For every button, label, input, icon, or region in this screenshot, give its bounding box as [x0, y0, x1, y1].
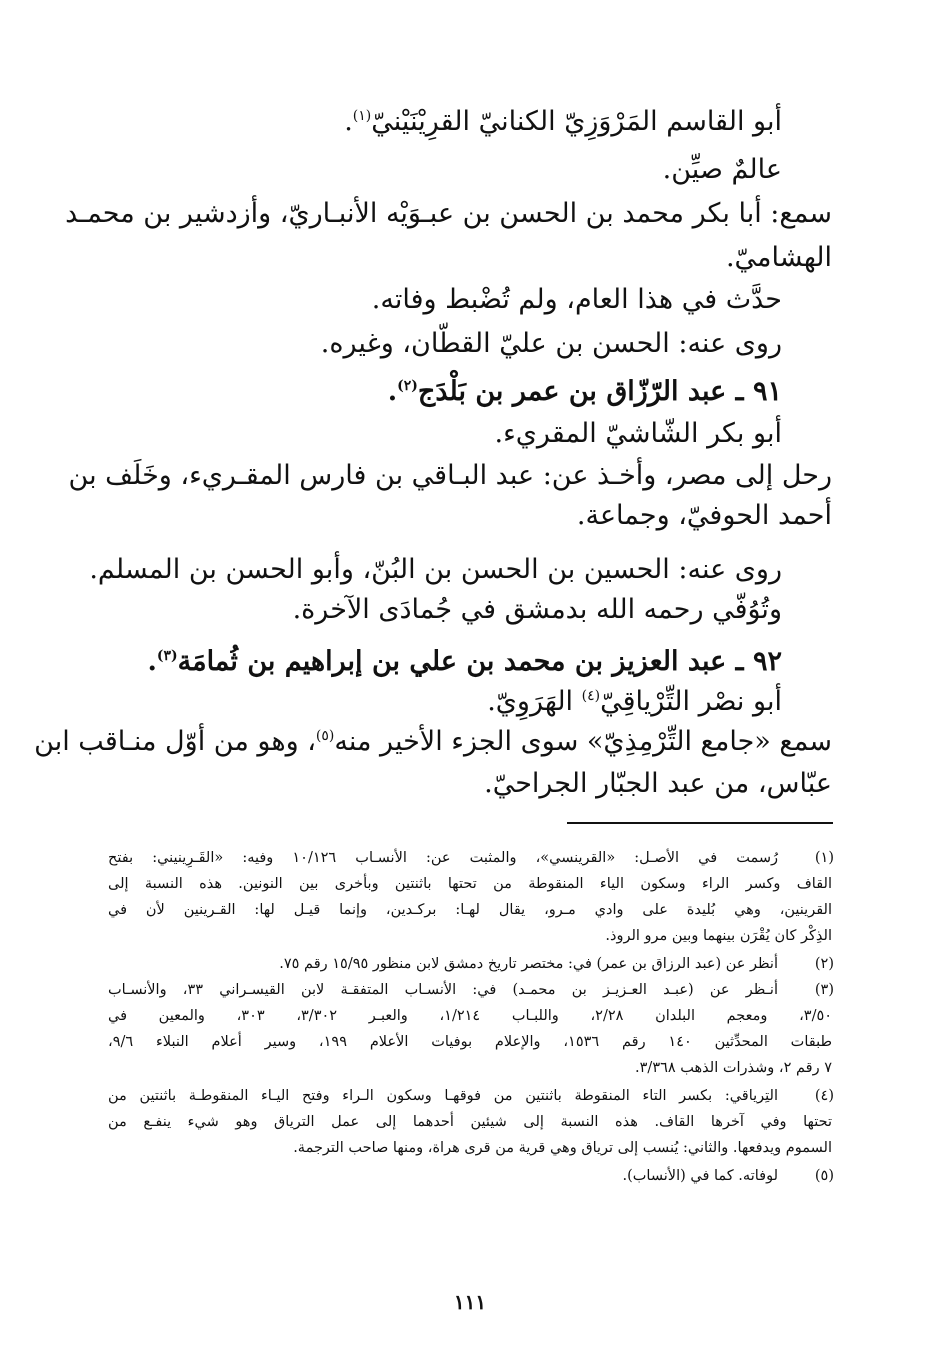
text-line: عالمٌ صيِّن.	[662, 154, 782, 185]
text-line: حدَّث في هذا العام، ولم تُضْبط وفاته.	[371, 284, 782, 315]
footnote-line: الذِكْر كان يُقْرَن بينهما وبين مرو الروذ.	[605, 928, 832, 944]
text-line: أحمد الحوفيّ، وجماعة.	[576, 500, 832, 531]
text-line: أبو نصْر التِّرْياقِيّ$^{(٤)}$ الهَرَوِيّ.	[487, 686, 782, 717]
footnote-divider	[567, 822, 833, 824]
footnote-number: (٣)	[814, 982, 834, 998]
text-line: وتُوُفّي رحمه الله بدمشق في جُمادَى الآخرة.	[292, 594, 782, 625]
text-line: سمع: أبا بكر محمد بن الحسن بن عبـوَيْه الأنبـاريّ، وأزدشير بن محمـد	[65, 198, 832, 229]
footnote-number: (٤)	[814, 1088, 834, 1104]
entry-heading: ٩١ ـ عبد الرّزّاق بن عمر بن بَلْدَج$^{(٢)}$.	[387, 376, 782, 407]
page-number: ١١١	[453, 1290, 487, 1314]
text-line: أبو بكر الشّاشيّ المقريء.	[494, 418, 782, 449]
footnote-line: رُسمت في الأصـل: «القرينسي»، والمثبت عن: الأنسـاب ١٠/١٢٦ وفيه: «القَـرِينيني: بفتح	[108, 850, 778, 866]
footnote-number: (١)	[814, 850, 834, 866]
text-line: رحل إلى مصر، وأخـذ عن: عبد البـاقي بن فارس المقـريء، وخَلَف بن	[68, 460, 832, 491]
text-line: أبو القاسم المَرْوَزِيّ الكنانيّ القرِيْنَيْنيّ$^{(١)}$.	[344, 106, 782, 137]
footnote-marker[interactable]: (٤)	[581, 688, 601, 704]
entry-heading: ٩٢ ـ عبد العزيز بن محمد بن علي بن إبراهيم بن ثُمامَة$^{(٣)}$.	[147, 646, 782, 677]
footnote-line: أنـظر عن (عبـد العـزيـز بن محمـد) في: الأنسـاب المتفقـة لابن القيسـراني ٣٣، والأنسـاب	[108, 982, 778, 998]
footnote-line: أنظر عن (عبد الرزاق بن عمر) في: مختصر تاريخ دمشق لابن منظور ١٥/٩٥ رقم ٧٥.	[279, 956, 778, 972]
footnote-line: ٧ رقم ٢، وشذرات الذهب ٣/٣٦٨.	[635, 1060, 832, 1076]
footnote-marker[interactable]: (٥)	[315, 728, 335, 744]
footnote-line: السموم ويدفعها. والثاني: يُنسب إلى ترياق وهي قرية من قرى هراة، ومنها صاحب الترجمة.	[293, 1140, 832, 1156]
footnote-number: (٢)	[814, 956, 834, 972]
footnote-line: لوفاته. كما في (الأنساب).	[622, 1168, 778, 1184]
text-line: روى عنه: الحسين بن الحسن بن البُنّ، وأبو الحسن بن المسلم.	[89, 554, 782, 585]
text-line: عبّاس، من عبد الجبّار الجراحيّ.	[484, 768, 832, 799]
footnote-marker[interactable]: (٢)	[397, 378, 418, 394]
footnote-line: القرينين، وهي بُليدة على وادي مـرو، يقال لهـا: بركـدين، وإنما قيـل لها: القـرينين لأن في	[108, 902, 832, 918]
footnote-line: التِرياقي: بكسر التاء المنقوطة باثنتين من فوقهـا وسكون الـراء وفتح اليـاء المنقوطـة باثنتين من	[108, 1088, 778, 1104]
footnote-line: ٣/٥٠، ومعجم البلدان ٢/٢٨، واللبـاب ١/٢١٤، والعبـر ٣/٣٠٢، ٣٠٣، والمعين في	[108, 1008, 833, 1024]
footnote-number: (٥)	[814, 1168, 834, 1184]
footnote-line: تحتها وفي آخرها القاف. هذه النسبة إلى شيئين أحدهما إلى عمل الترياق وهو شيء ينفـع من	[108, 1114, 832, 1130]
text-line: الهشاميّ.	[725, 242, 832, 273]
footnote-marker[interactable]: (١)	[352, 108, 372, 124]
footnote-line: طبقات المحدِّثين ١٤٠ رقم ١٥٣٦، والإعلام بوفيات الأعلام ١٩٩، وسير أعلام النبلاء ٩/٦،	[108, 1034, 833, 1050]
text-line: روى عنه: الحسن بن عليّ القطّان، وغيره.	[320, 328, 782, 359]
footnote-marker[interactable]: (٣)	[156, 648, 178, 664]
footnote-line: القاف وكسر الراء وسكون الياء المنقوطة من تحتها باثنتين وبأخرى بين النونين. هذه النسبة إلى	[108, 876, 832, 892]
text-line: سمع «جامع التِّرْمِذِيّ» سوى الجزء الأخير منه$^{(٥)}$، وهو من أوّل منـاقب ابن	[34, 726, 832, 757]
